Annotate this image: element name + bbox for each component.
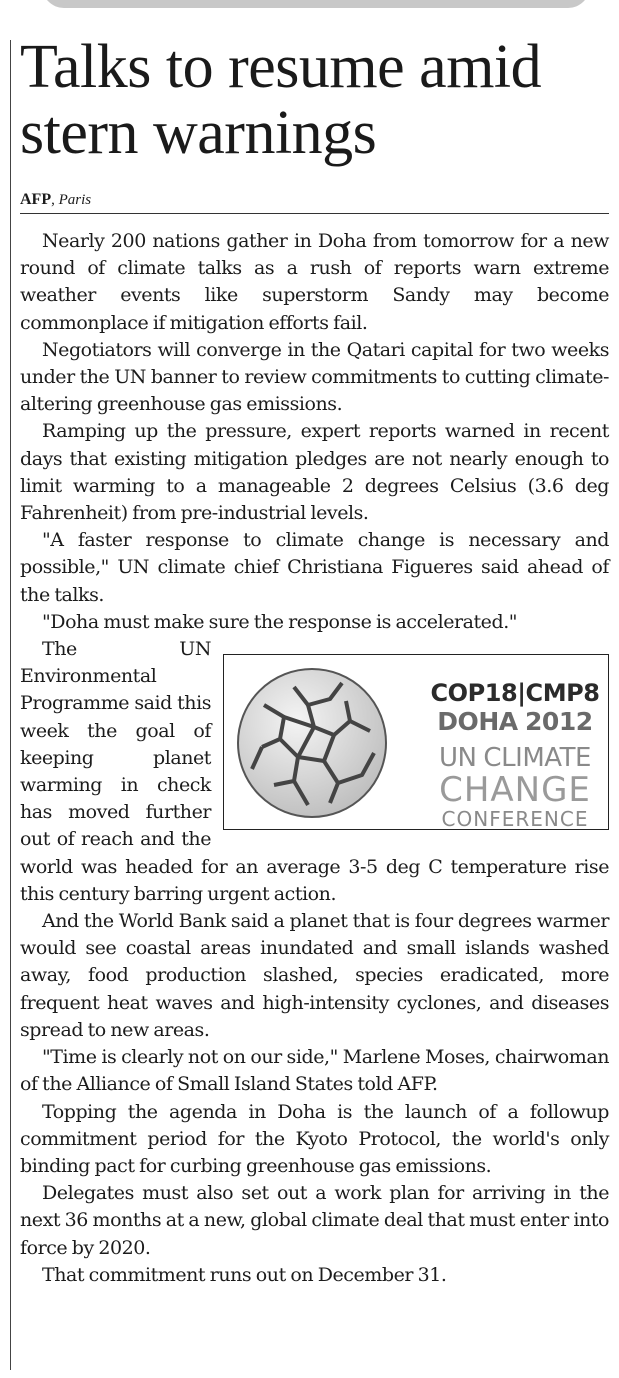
paragraph-1: Nearly 200 nations gather in Doha from tomorrow for a new round of climate talks as a rush of reports warn extreme weather events like superstorm Sandy may become commonplace if mitigation efforts fail. — [20, 230, 609, 334]
logo-line-un-climate: UN CLIMATE — [438, 743, 592, 774]
paragraph-6 — [20, 636, 609, 908]
byline — [20, 190, 91, 210]
byline-agency: AFP — [20, 191, 52, 208]
logo-text — [406, 679, 602, 831]
byline-separator: , — [51, 192, 59, 208]
byline-rule — [20, 213, 609, 214]
headline-line-2: stern warnings — [20, 99, 377, 167]
logo-line-doha: DOHA 2012 — [437, 707, 593, 737]
paragraph-10: Delegates must also set out a work plan for arriving in the next 36 months at a new, global climate deal that must enter into force by 2020. — [20, 1182, 609, 1259]
paragraph-11: That commitment runs out on December 31. — [42, 1263, 447, 1286]
article-body — [20, 228, 609, 1289]
paragraph-6-text: The UN Environmental Programme said this week the goal of keeping planet warming in check has moved further out of reach and the world was headed for an average 3-5 deg C temperature rise this century barring urgent action. — [20, 638, 609, 905]
paragraph-4: "A faster response to climate change is necessary and possible," UN climate chief Christiana Figueres said ahead of the talks. — [20, 529, 609, 606]
conference-logo — [223, 654, 609, 830]
paragraph-2: Negotiators will converge in the Qatari capital for two weeks under the UN banner to review commitments to cutting climate-altering greenhouse gas emissions. — [20, 338, 609, 416]
logo-line-cop: COP18|CMP8 — [430, 679, 600, 708]
paragraph-3: Ramping up the pressure, expert reports warned in recent days that existing mitigation pledges are not nearly enough to limit warming to a manageable 2 degrees Celsius (3.6 deg Fahrenheit) from pre-industrial levels. — [20, 420, 609, 525]
globe-icon — [234, 665, 390, 821]
paragraph-5: "Doha must make sure the response is accelerated." — [42, 610, 518, 633]
logo-line-change: CHANGE — [439, 770, 591, 811]
top-decorative-bar — [42, 0, 590, 8]
logo-line-conference: CONFERENCE — [441, 807, 589, 832]
paragraph-8: "Time is clearly not on our side," Marlene Moses, chairwoman of the Alliance of Small Island States told AFP. — [20, 1046, 609, 1096]
column-rule — [10, 40, 11, 1370]
paragraph-9: Topping the agenda in Doha is the launch of a followup commitment period for the Kyoto Protocol, the world's only binding pact for curbing greenhouse gas emissions. — [20, 1100, 609, 1177]
headline — [20, 34, 619, 166]
paragraph-7: And the World Bank said a planet that is four degrees warmer would see coastal areas inundated and small islands washed away, food production slashed, species eradicated, more frequent heat waves and high-intensity cyclones, and diseases spread to new areas. — [20, 910, 609, 1041]
headline-line-1: Talks to resume amid — [20, 33, 542, 101]
byline-city: Paris — [58, 192, 92, 208]
